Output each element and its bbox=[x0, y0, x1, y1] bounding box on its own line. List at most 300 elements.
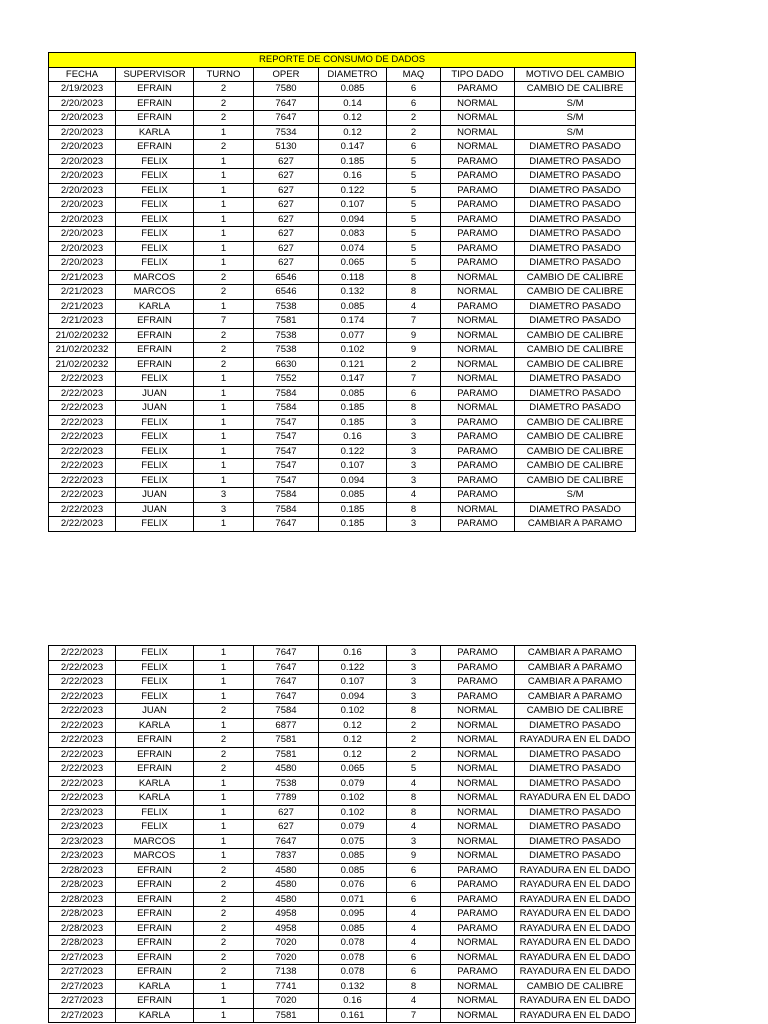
cell-motivo-del-cambio: RAYADURA EN EL DADO bbox=[515, 1008, 636, 1023]
cell-diametro: 0.185 bbox=[319, 517, 387, 532]
cell-maq: 4 bbox=[387, 907, 441, 922]
cell-oper: 6546 bbox=[254, 270, 319, 285]
cell-motivo-del-cambio: CAMBIO DE CALIBRE bbox=[515, 415, 636, 430]
cell-diametro: 0.079 bbox=[319, 820, 387, 835]
cell-maq: 5 bbox=[387, 154, 441, 169]
cell-fecha: 21/02/20232 bbox=[49, 328, 116, 343]
cell-oper: 7020 bbox=[254, 950, 319, 965]
cell-supervisor: FELIX bbox=[116, 820, 194, 835]
table-row bbox=[49, 762, 636, 777]
cell-fecha: 2/22/2023 bbox=[49, 502, 116, 517]
cell-oper: 7837 bbox=[254, 849, 319, 864]
cell-motivo-del-cambio: RAYADURA EN EL DADO bbox=[515, 733, 636, 748]
report-title: REPORTE DE CONSUMO DE DADOS bbox=[49, 53, 636, 68]
cell-supervisor: KARLA bbox=[116, 791, 194, 806]
table-row bbox=[49, 401, 636, 416]
cell-oper: 7584 bbox=[254, 502, 319, 517]
cell-tipo-dado: PARAMO bbox=[441, 646, 515, 661]
table-row bbox=[49, 805, 636, 820]
cell-supervisor: FELIX bbox=[116, 430, 194, 445]
cell-motivo-del-cambio: DIAMETRO PASADO bbox=[515, 776, 636, 791]
cell-oper: 627 bbox=[254, 227, 319, 242]
cell-supervisor: JUAN bbox=[116, 502, 194, 517]
cell-fecha: 2/23/2023 bbox=[49, 834, 116, 849]
cell-turno: 2 bbox=[194, 82, 254, 97]
cell-turno: 2 bbox=[194, 140, 254, 155]
cell-supervisor: FELIX bbox=[116, 459, 194, 474]
cell-maq: 6 bbox=[387, 878, 441, 893]
cell-maq: 2 bbox=[387, 733, 441, 748]
cell-oper: 7647 bbox=[254, 660, 319, 675]
cell-fecha: 2/20/2023 bbox=[49, 140, 116, 155]
table-row bbox=[49, 921, 636, 936]
cell-oper: 7547 bbox=[254, 415, 319, 430]
cell-diametro: 0.085 bbox=[319, 921, 387, 936]
cell-maq: 3 bbox=[387, 444, 441, 459]
cell-diametro: 0.12 bbox=[319, 111, 387, 126]
cell-supervisor: FELIX bbox=[116, 805, 194, 820]
cell-maq: 4 bbox=[387, 299, 441, 314]
cell-motivo-del-cambio: CAMBIO DE CALIBRE bbox=[515, 444, 636, 459]
cell-oper: 5130 bbox=[254, 140, 319, 155]
table-row bbox=[49, 863, 636, 878]
cell-turno: 1 bbox=[194, 805, 254, 820]
cell-supervisor: JUAN bbox=[116, 704, 194, 719]
table-row bbox=[49, 328, 636, 343]
cell-diametro: 0.16 bbox=[319, 169, 387, 184]
cell-motivo-del-cambio: CAMBIO DE CALIBRE bbox=[515, 459, 636, 474]
cell-motivo-del-cambio: DIAMETRO PASADO bbox=[515, 198, 636, 213]
cell-fecha: 2/22/2023 bbox=[49, 473, 116, 488]
cell-turno: 1 bbox=[194, 256, 254, 271]
table-row bbox=[49, 343, 636, 358]
cell-supervisor: JUAN bbox=[116, 386, 194, 401]
cell-tipo-dado: PARAMO bbox=[441, 430, 515, 445]
cell-tipo-dado: PARAMO bbox=[441, 660, 515, 675]
table-row bbox=[49, 878, 636, 893]
table-row bbox=[49, 241, 636, 256]
table-row bbox=[49, 473, 636, 488]
cell-turno: 1 bbox=[194, 183, 254, 198]
cell-tipo-dado: NORMAL bbox=[441, 747, 515, 762]
cell-tipo-dado: PARAMO bbox=[441, 921, 515, 936]
cell-oper: 7647 bbox=[254, 96, 319, 111]
cell-tipo-dado: NORMAL bbox=[441, 936, 515, 951]
cell-fecha: 2/21/2023 bbox=[49, 270, 116, 285]
cell-fecha: 2/20/2023 bbox=[49, 96, 116, 111]
cell-motivo-del-cambio: DIAMETRO PASADO bbox=[515, 241, 636, 256]
cell-diametro: 0.107 bbox=[319, 675, 387, 690]
cell-diametro: 0.085 bbox=[319, 386, 387, 401]
cell-oper: 6630 bbox=[254, 357, 319, 372]
cell-tipo-dado: NORMAL bbox=[441, 979, 515, 994]
cell-oper: 6546 bbox=[254, 285, 319, 300]
cell-turno: 1 bbox=[194, 386, 254, 401]
table-row bbox=[49, 907, 636, 922]
cell-turno: 1 bbox=[194, 660, 254, 675]
cell-fecha: 2/23/2023 bbox=[49, 849, 116, 864]
cell-maq: 5 bbox=[387, 227, 441, 242]
cell-oper: 7584 bbox=[254, 386, 319, 401]
cell-maq: 2 bbox=[387, 718, 441, 733]
table-row bbox=[49, 198, 636, 213]
cell-oper: 7547 bbox=[254, 473, 319, 488]
cell-tipo-dado: NORMAL bbox=[441, 328, 515, 343]
cell-fecha: 2/22/2023 bbox=[49, 444, 116, 459]
cell-maq: 6 bbox=[387, 950, 441, 965]
cell-turno: 2 bbox=[194, 907, 254, 922]
cell-maq: 8 bbox=[387, 805, 441, 820]
cell-tipo-dado: NORMAL bbox=[441, 96, 515, 111]
cell-motivo-del-cambio: DIAMETRO PASADO bbox=[515, 805, 636, 820]
table-row bbox=[49, 704, 636, 719]
cell-motivo-del-cambio: RAYADURA EN EL DADO bbox=[515, 892, 636, 907]
table-row bbox=[49, 892, 636, 907]
cell-turno: 2 bbox=[194, 936, 254, 951]
cell-fecha: 21/02/20232 bbox=[49, 357, 116, 372]
cell-oper: 7647 bbox=[254, 517, 319, 532]
cell-fecha: 2/22/2023 bbox=[49, 660, 116, 675]
table-row bbox=[49, 227, 636, 242]
cell-turno: 1 bbox=[194, 444, 254, 459]
cell-oper: 4580 bbox=[254, 863, 319, 878]
cell-motivo-del-cambio: RAYADURA EN EL DADO bbox=[515, 936, 636, 951]
cell-supervisor: JUAN bbox=[116, 401, 194, 416]
cell-turno: 2 bbox=[194, 921, 254, 936]
cell-oper: 627 bbox=[254, 805, 319, 820]
table-row bbox=[49, 979, 636, 994]
cell-supervisor: EFRAIN bbox=[116, 357, 194, 372]
cell-turno: 1 bbox=[194, 401, 254, 416]
table-row bbox=[49, 154, 636, 169]
table-row bbox=[49, 169, 636, 184]
table-row bbox=[49, 936, 636, 951]
cell-tipo-dado: NORMAL bbox=[441, 805, 515, 820]
cell-diametro: 0.083 bbox=[319, 227, 387, 242]
cell-tipo-dado: PARAMO bbox=[441, 965, 515, 980]
cell-tipo-dado: NORMAL bbox=[441, 502, 515, 517]
cell-diametro: 0.085 bbox=[319, 82, 387, 97]
cell-tipo-dado: NORMAL bbox=[441, 343, 515, 358]
cell-oper: 7138 bbox=[254, 965, 319, 980]
header-tipo-dado: TIPO DADO bbox=[441, 67, 515, 82]
cell-motivo-del-cambio: DIAMETRO PASADO bbox=[515, 849, 636, 864]
cell-supervisor: KARLA bbox=[116, 1008, 194, 1023]
cell-maq: 6 bbox=[387, 892, 441, 907]
cell-maq: 5 bbox=[387, 198, 441, 213]
cell-supervisor: EFRAIN bbox=[116, 314, 194, 329]
cell-motivo-del-cambio: DIAMETRO PASADO bbox=[515, 154, 636, 169]
cell-tipo-dado: NORMAL bbox=[441, 125, 515, 140]
cell-tipo-dado: PARAMO bbox=[441, 907, 515, 922]
cell-fecha: 2/22/2023 bbox=[49, 733, 116, 748]
cell-tipo-dado: NORMAL bbox=[441, 270, 515, 285]
cell-oper: 7584 bbox=[254, 488, 319, 503]
cell-motivo-del-cambio: RAYADURA EN EL DADO bbox=[515, 791, 636, 806]
cell-fecha: 2/20/2023 bbox=[49, 256, 116, 271]
table-row bbox=[49, 517, 636, 532]
cell-supervisor: KARLA bbox=[116, 299, 194, 314]
cell-motivo-del-cambio: CAMBIAR A PARAMO bbox=[515, 517, 636, 532]
cell-tipo-dado: PARAMO bbox=[441, 169, 515, 184]
table-row bbox=[49, 834, 636, 849]
cell-oper: 7547 bbox=[254, 444, 319, 459]
cell-diametro: 0.185 bbox=[319, 401, 387, 416]
cell-maq: 5 bbox=[387, 183, 441, 198]
cell-maq: 8 bbox=[387, 401, 441, 416]
cell-turno: 1 bbox=[194, 430, 254, 445]
cell-maq: 2 bbox=[387, 357, 441, 372]
cell-fecha: 2/27/2023 bbox=[49, 1008, 116, 1023]
cell-supervisor: FELIX bbox=[116, 675, 194, 690]
cell-diametro: 0.079 bbox=[319, 776, 387, 791]
table-row bbox=[49, 285, 636, 300]
cell-turno: 2 bbox=[194, 270, 254, 285]
cell-motivo-del-cambio: RAYADURA EN EL DADO bbox=[515, 965, 636, 980]
cell-turno: 2 bbox=[194, 762, 254, 777]
cell-tipo-dado: NORMAL bbox=[441, 820, 515, 835]
cell-turno: 1 bbox=[194, 689, 254, 704]
cell-tipo-dado: NORMAL bbox=[441, 791, 515, 806]
cell-maq: 3 bbox=[387, 660, 441, 675]
cell-maq: 4 bbox=[387, 488, 441, 503]
cell-supervisor: FELIX bbox=[116, 473, 194, 488]
cell-motivo-del-cambio: CAMBIO DE CALIBRE bbox=[515, 285, 636, 300]
cell-tipo-dado: PARAMO bbox=[441, 241, 515, 256]
cell-fecha: 2/21/2023 bbox=[49, 285, 116, 300]
cell-turno: 2 bbox=[194, 965, 254, 980]
cell-fecha: 2/22/2023 bbox=[49, 776, 116, 791]
cell-turno: 1 bbox=[194, 675, 254, 690]
cell-diametro: 0.16 bbox=[319, 430, 387, 445]
cell-supervisor: EFRAIN bbox=[116, 921, 194, 936]
cell-fecha: 2/20/2023 bbox=[49, 198, 116, 213]
cell-diametro: 0.102 bbox=[319, 343, 387, 358]
cell-oper: 4580 bbox=[254, 762, 319, 777]
cell-diametro: 0.076 bbox=[319, 878, 387, 893]
cell-diametro: 0.102 bbox=[319, 704, 387, 719]
cell-turno: 2 bbox=[194, 96, 254, 111]
cell-fecha: 2/20/2023 bbox=[49, 154, 116, 169]
cell-diametro: 0.12 bbox=[319, 747, 387, 762]
cell-diametro: 0.094 bbox=[319, 212, 387, 227]
cell-tipo-dado: NORMAL bbox=[441, 111, 515, 126]
cell-fecha: 2/20/2023 bbox=[49, 241, 116, 256]
cell-oper: 7538 bbox=[254, 328, 319, 343]
cell-supervisor: EFRAIN bbox=[116, 950, 194, 965]
report-table-page-2 bbox=[48, 645, 636, 1023]
cell-tipo-dado: NORMAL bbox=[441, 357, 515, 372]
cell-oper: 627 bbox=[254, 169, 319, 184]
cell-turno: 2 bbox=[194, 878, 254, 893]
cell-oper: 7020 bbox=[254, 994, 319, 1009]
cell-turno: 2 bbox=[194, 285, 254, 300]
cell-diametro: 0.078 bbox=[319, 936, 387, 951]
cell-maq: 2 bbox=[387, 111, 441, 126]
cell-supervisor: FELIX bbox=[116, 689, 194, 704]
cell-diametro: 0.085 bbox=[319, 488, 387, 503]
cell-diametro: 0.16 bbox=[319, 646, 387, 661]
cell-oper: 7584 bbox=[254, 401, 319, 416]
cell-supervisor: KARLA bbox=[116, 776, 194, 791]
header-row bbox=[49, 67, 636, 82]
cell-turno: 1 bbox=[194, 979, 254, 994]
cell-tipo-dado: PARAMO bbox=[441, 299, 515, 314]
cell-oper: 7647 bbox=[254, 834, 319, 849]
header-turno: TURNO bbox=[194, 67, 254, 82]
cell-supervisor: KARLA bbox=[116, 125, 194, 140]
cell-tipo-dado: PARAMO bbox=[441, 488, 515, 503]
cell-maq: 3 bbox=[387, 675, 441, 690]
cell-motivo-del-cambio: CAMBIO DE CALIBRE bbox=[515, 343, 636, 358]
cell-supervisor: FELIX bbox=[116, 646, 194, 661]
cell-fecha: 2/22/2023 bbox=[49, 689, 116, 704]
cell-supervisor: FELIX bbox=[116, 415, 194, 430]
cell-turno: 1 bbox=[194, 241, 254, 256]
table-row bbox=[49, 820, 636, 835]
cell-oper: 7584 bbox=[254, 704, 319, 719]
table-row bbox=[49, 488, 636, 503]
cell-motivo-del-cambio: RAYADURA EN EL DADO bbox=[515, 863, 636, 878]
cell-supervisor: FELIX bbox=[116, 169, 194, 184]
table-row bbox=[49, 675, 636, 690]
cell-diametro: 0.185 bbox=[319, 154, 387, 169]
cell-tipo-dado: PARAMO bbox=[441, 459, 515, 474]
cell-turno: 2 bbox=[194, 704, 254, 719]
header-oper: OPER bbox=[254, 67, 319, 82]
cell-motivo-del-cambio: CAMBIAR A PARAMO bbox=[515, 646, 636, 661]
cell-motivo-del-cambio: S/M bbox=[515, 125, 636, 140]
cell-turno: 1 bbox=[194, 791, 254, 806]
cell-turno: 1 bbox=[194, 227, 254, 242]
cell-supervisor: JUAN bbox=[116, 488, 194, 503]
cell-tipo-dado: NORMAL bbox=[441, 314, 515, 329]
cell-motivo-del-cambio: CAMBIAR A PARAMO bbox=[515, 675, 636, 690]
cell-turno: 1 bbox=[194, 517, 254, 532]
cell-tipo-dado: PARAMO bbox=[441, 198, 515, 213]
cell-turno: 2 bbox=[194, 863, 254, 878]
cell-supervisor: FELIX bbox=[116, 198, 194, 213]
table-row bbox=[49, 314, 636, 329]
cell-motivo-del-cambio: DIAMETRO PASADO bbox=[515, 718, 636, 733]
cell-diametro: 0.085 bbox=[319, 849, 387, 864]
cell-oper: 7552 bbox=[254, 372, 319, 387]
cell-supervisor: EFRAIN bbox=[116, 328, 194, 343]
cell-maq: 4 bbox=[387, 921, 441, 936]
cell-supervisor: EFRAIN bbox=[116, 965, 194, 980]
cell-motivo-del-cambio: DIAMETRO PASADO bbox=[515, 183, 636, 198]
cell-diametro: 0.094 bbox=[319, 689, 387, 704]
cell-diametro: 0.078 bbox=[319, 950, 387, 965]
cell-diametro: 0.132 bbox=[319, 285, 387, 300]
cell-maq: 3 bbox=[387, 415, 441, 430]
table-row bbox=[49, 299, 636, 314]
cell-fecha: 2/22/2023 bbox=[49, 459, 116, 474]
table-row bbox=[49, 849, 636, 864]
cell-maq: 3 bbox=[387, 430, 441, 445]
table-row bbox=[49, 502, 636, 517]
cell-motivo-del-cambio: RAYADURA EN EL DADO bbox=[515, 994, 636, 1009]
cell-oper: 4958 bbox=[254, 907, 319, 922]
cell-maq: 6 bbox=[387, 863, 441, 878]
table-row bbox=[49, 791, 636, 806]
cell-diametro: 0.161 bbox=[319, 1008, 387, 1023]
cell-diametro: 0.094 bbox=[319, 473, 387, 488]
cell-fecha: 2/22/2023 bbox=[49, 704, 116, 719]
cell-fecha: 2/20/2023 bbox=[49, 125, 116, 140]
cell-motivo-del-cambio: DIAMETRO PASADO bbox=[515, 140, 636, 155]
cell-supervisor: MARCOS bbox=[116, 834, 194, 849]
cell-diametro: 0.122 bbox=[319, 660, 387, 675]
cell-diametro: 0.085 bbox=[319, 299, 387, 314]
cell-supervisor: EFRAIN bbox=[116, 343, 194, 358]
cell-motivo-del-cambio: DIAMETRO PASADO bbox=[515, 314, 636, 329]
cell-fecha: 2/27/2023 bbox=[49, 979, 116, 994]
cell-fecha: 2/22/2023 bbox=[49, 762, 116, 777]
table-row bbox=[49, 459, 636, 474]
cell-motivo-del-cambio: CAMBIO DE CALIBRE bbox=[515, 979, 636, 994]
cell-fecha: 2/22/2023 bbox=[49, 488, 116, 503]
cell-oper: 7547 bbox=[254, 430, 319, 445]
report-table-page-1 bbox=[48, 52, 636, 532]
cell-motivo-del-cambio: DIAMETRO PASADO bbox=[515, 401, 636, 416]
cell-fecha: 2/20/2023 bbox=[49, 169, 116, 184]
cell-oper: 7581 bbox=[254, 747, 319, 762]
cell-diametro: 0.102 bbox=[319, 791, 387, 806]
cell-fecha: 2/28/2023 bbox=[49, 921, 116, 936]
table-row bbox=[49, 96, 636, 111]
cell-supervisor: EFRAIN bbox=[116, 907, 194, 922]
cell-diametro: 0.12 bbox=[319, 718, 387, 733]
cell-oper: 7581 bbox=[254, 1008, 319, 1023]
cell-motivo-del-cambio: DIAMETRO PASADO bbox=[515, 762, 636, 777]
cell-fecha: 2/20/2023 bbox=[49, 227, 116, 242]
table-row bbox=[49, 733, 636, 748]
cell-oper: 7647 bbox=[254, 646, 319, 661]
table-row bbox=[49, 1008, 636, 1023]
cell-motivo-del-cambio: S/M bbox=[515, 96, 636, 111]
cell-tipo-dado: PARAMO bbox=[441, 863, 515, 878]
cell-turno: 1 bbox=[194, 473, 254, 488]
cell-maq: 3 bbox=[387, 517, 441, 532]
cell-supervisor: FELIX bbox=[116, 227, 194, 242]
cell-fecha: 2/28/2023 bbox=[49, 907, 116, 922]
table-row bbox=[49, 82, 636, 97]
cell-maq: 8 bbox=[387, 502, 441, 517]
cell-maq: 7 bbox=[387, 372, 441, 387]
cell-turno: 1 bbox=[194, 198, 254, 213]
cell-oper: 7538 bbox=[254, 299, 319, 314]
table-row bbox=[49, 965, 636, 980]
cell-turno: 1 bbox=[194, 459, 254, 474]
cell-tipo-dado: NORMAL bbox=[441, 849, 515, 864]
cell-supervisor: FELIX bbox=[116, 517, 194, 532]
cell-fecha: 2/27/2023 bbox=[49, 965, 116, 980]
table-row bbox=[49, 718, 636, 733]
cell-maq: 5 bbox=[387, 256, 441, 271]
cell-motivo-del-cambio: DIAMETRO PASADO bbox=[515, 372, 636, 387]
cell-supervisor: EFRAIN bbox=[116, 994, 194, 1009]
cell-fecha: 2/22/2023 bbox=[49, 386, 116, 401]
cell-turno: 2 bbox=[194, 892, 254, 907]
cell-diametro: 0.12 bbox=[319, 125, 387, 140]
cell-supervisor: FELIX bbox=[116, 183, 194, 198]
table-row bbox=[49, 994, 636, 1009]
cell-oper: 4958 bbox=[254, 921, 319, 936]
cell-maq: 6 bbox=[387, 82, 441, 97]
cell-diametro: 0.085 bbox=[319, 863, 387, 878]
cell-fecha: 2/28/2023 bbox=[49, 892, 116, 907]
